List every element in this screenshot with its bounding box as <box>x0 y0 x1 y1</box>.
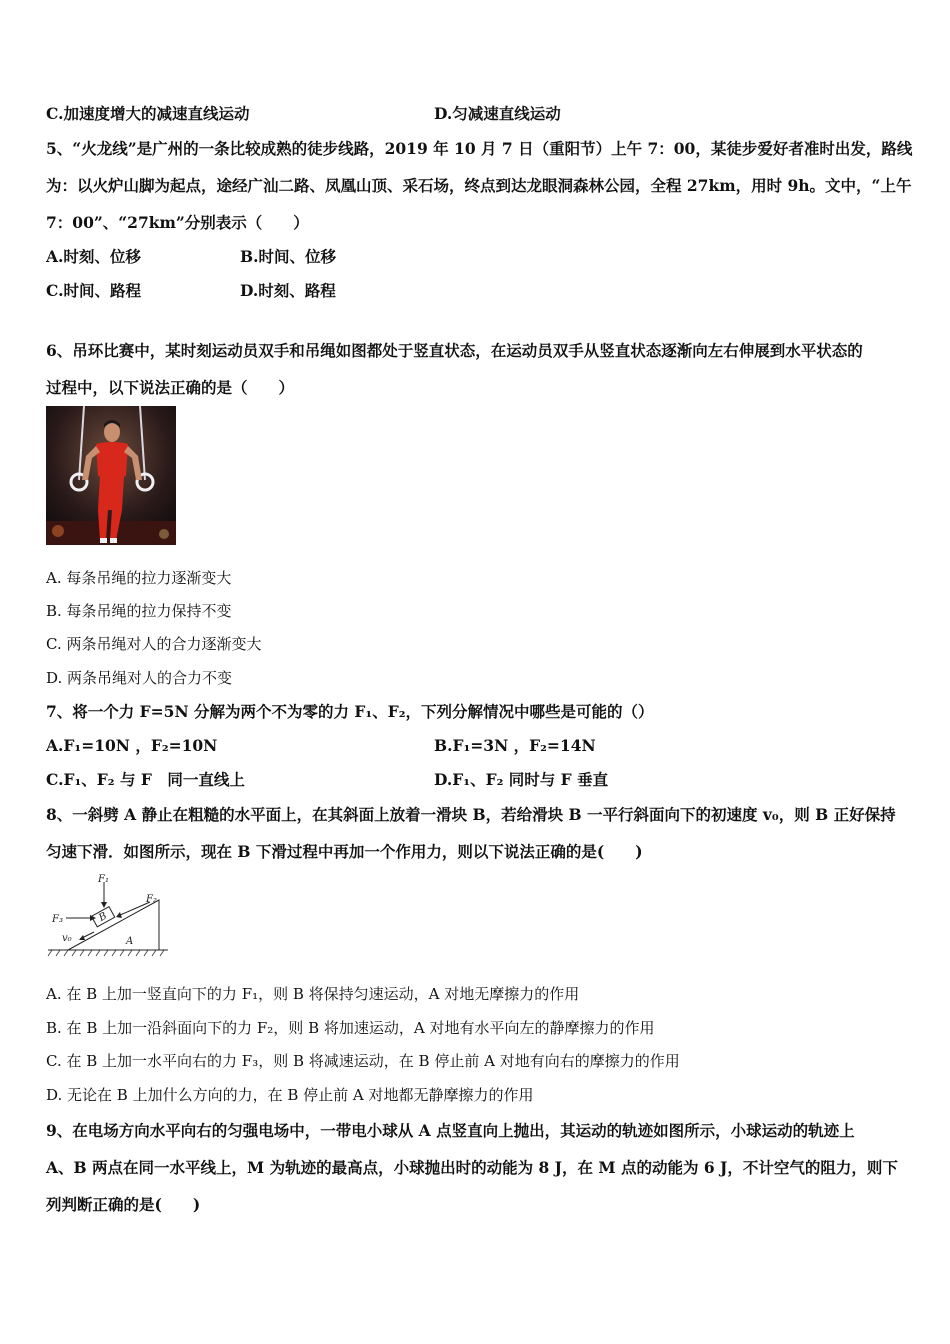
q6-option-d: D. 两条吊绳对人的合力不变 <box>46 669 233 687</box>
q6-option-b: B. 每条吊绳的拉力保持不变 <box>46 602 232 620</box>
q4-option-c: C.加速度增大的减速直线运动 <box>46 104 250 123</box>
q6-option-c: C. 两条吊绳对人的合力逐渐变大 <box>46 635 262 653</box>
q5-option-b: B.时间、位移 <box>240 247 336 266</box>
q8-option-d: D. 无论在 B 上加什么方向的力，在 B 停止前 A 对地都无静摩擦力的作用 <box>46 1086 534 1104</box>
q5-stem-line3: 7：00”、“27km”分别表示（ ） <box>46 213 309 232</box>
q6-stem-line2: 过程中，以下说法正确的是（ ） <box>46 378 295 397</box>
q5-stem-line1: 5、“火龙线”是广州的一条比较成熟的徒步线路，2019 年 10 月 7 日（重阳节）上午 7：00，某徒步爱好者准时出发，路线 <box>46 139 913 158</box>
q4-option-d: D.匀减速直线运动 <box>434 104 561 123</box>
q8-option-b: B. 在 B 上加一沿斜面向下的力 F₂，则 B 将加速运动，A 对地有水平向左的静摩擦力的作用 <box>46 1019 655 1037</box>
q9-stem-line3: 列判断正确的是( ) <box>46 1195 201 1214</box>
incline-block-diagram <box>46 872 171 960</box>
diagram-label-f2: F₂ <box>146 894 157 905</box>
q9-stem-line1: 9、在电场方向水平向右的匀强电场中，一带电小球从 A 点竖直向上抛出，其运动的轨迹如图所示，小球运动的轨迹上 <box>46 1121 855 1140</box>
q5-stem-line2: 为：以火炉山脚为起点，途经广汕二路、凤凰山顶、采石场，终点到达龙眼洞森林公园，全程 27km，用时 9h。文中，“上午 <box>46 176 912 195</box>
q7-option-b: B.F₁=3N ，F₂=14N <box>434 736 596 755</box>
diagram-label-a: A <box>126 936 134 947</box>
diagram-label-f1: F₁ <box>98 874 109 885</box>
q7-option-d: D.F₁、F₂ 同时与 F 垂直 <box>434 770 609 789</box>
q5-option-a: A.时刻、位移 <box>46 247 141 266</box>
q7-stem: 7、将一个力 F=5N 分解为两个不为零的力 F₁、F₂，下列分解情况中哪些是可能的（） <box>46 702 654 721</box>
q8-stem-line1: 8、一斜劈 A 静止在粗糙的水平面上，在其斜面上放着一滑块 B，若给滑块 B 一平行斜面向下的初速度 v₀，则 B 正好保持 <box>46 805 896 824</box>
q7-option-a: A.F₁=10N ，F₂=10N <box>46 736 218 755</box>
q5-option-c: C.时间、路程 <box>46 281 141 300</box>
q6-option-a: A. 每条吊绳的拉力逐渐变大 <box>46 569 232 587</box>
gymnast-rings-photo <box>46 406 176 545</box>
diagram-label-f3: F₃ <box>52 914 63 925</box>
q8-option-c: C. 在 B 上加一水平向右的力 F₃，则 B 将减速运动，在 B 停止前 A 对地有向右的摩擦力的作用 <box>46 1052 680 1070</box>
q5-option-d: D.时刻、路程 <box>240 281 336 300</box>
q6-stem-line1: 6、吊环比赛中，某时刻运动员双手和吊绳如图都处于竖直状态，在运动员双手从竖直状态逐渐向左右伸展到水平状态的 <box>46 341 863 360</box>
q8-stem-line2: 匀速下滑．如图所示，现在 B 下滑过程中再加一个作用力，则以下说法正确的是( ) <box>46 842 643 861</box>
q9-stem-line2: A、B 两点在同一水平线上，M 为轨迹的最高点，小球抛出时的动能为 8 J，在 M 点的动能为 6 J，不计空气的阻力，则下 <box>46 1158 898 1177</box>
q8-option-a: A. 在 B 上加一竖直向下的力 F₁，则 B 将保持匀速运动，A 对地无摩擦力的作用 <box>46 985 580 1003</box>
q7-option-c: C.F₁、F₂ 与 F 同一直线上 <box>46 770 245 789</box>
diagram-label-v0: v₀ <box>62 933 72 944</box>
diagram-label-b: B <box>97 910 109 924</box>
